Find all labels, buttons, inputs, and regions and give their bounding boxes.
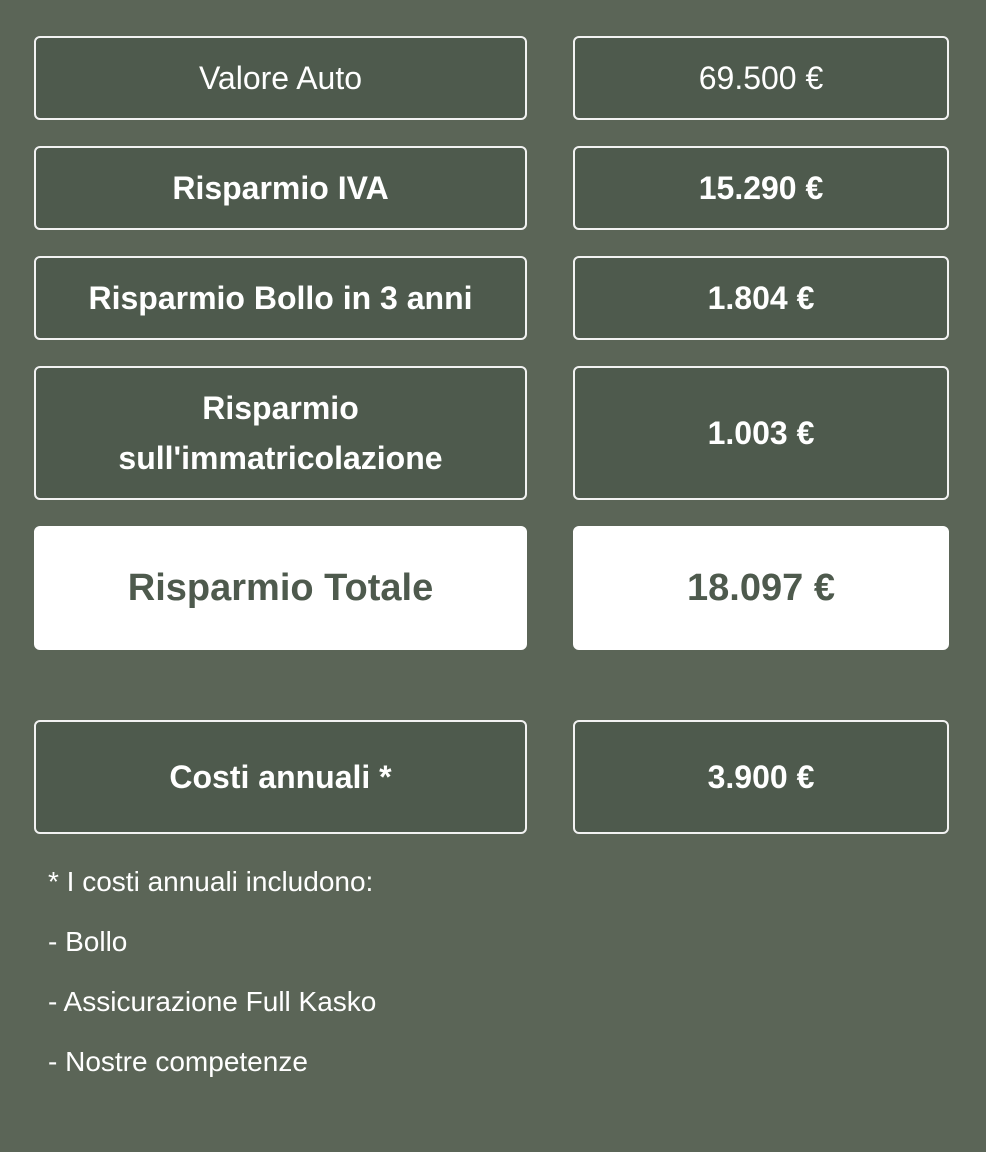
notes-item: - Assicurazione Full Kasko	[48, 986, 377, 1017]
vat-savings-amount: 15.290 €	[573, 146, 949, 230]
road-tax-savings-label: Risparmio Bollo in 3 anni	[34, 256, 527, 340]
road-tax-savings-amount: 1.804 €	[573, 256, 949, 340]
registration-savings-label: Risparmio sull'immatricolazione	[34, 366, 527, 500]
vat-savings-label: Risparmio IVA	[34, 146, 527, 230]
notes-heading: * I costi annuali includono:	[48, 866, 374, 897]
annual-costs-amount: 3.900 €	[573, 720, 949, 834]
notes-item: - Bollo	[48, 926, 128, 957]
notes-item: - Nostre competenze	[48, 1046, 308, 1077]
total-savings-amount: 18.097 €	[573, 526, 949, 650]
car-value-amount: 69.500 €	[573, 36, 949, 120]
total-savings-label: Risparmio Totale	[34, 526, 527, 650]
car-value-label: Valore Auto	[34, 36, 527, 120]
registration-savings-amount: 1.003 €	[573, 366, 949, 500]
annual-costs-label: Costi annuali *	[34, 720, 527, 834]
annual-costs-notes	[48, 852, 748, 1092]
